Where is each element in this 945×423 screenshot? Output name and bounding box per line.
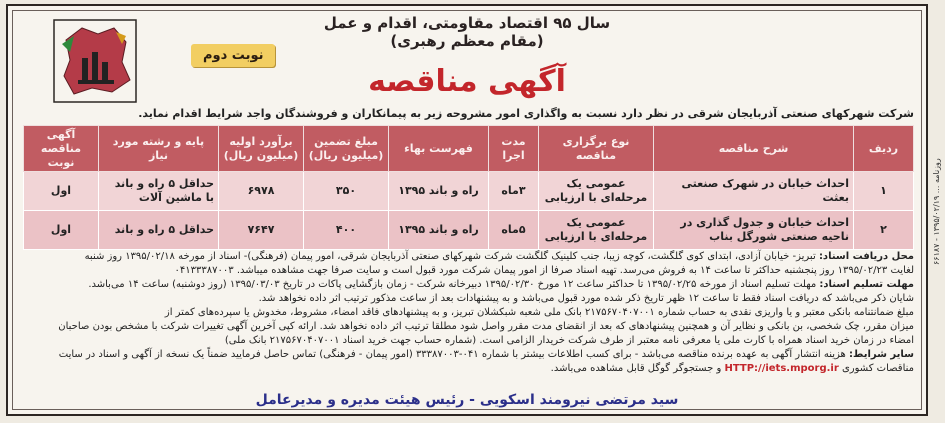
receipt-text: تبریز- خیابان آزادی، ابتدای کوی گلگشت، کوچه زیبا، جنب کلینیک گلگشت شرکت شهرکهای صنعتی آذربایجان شرقی، امور پیمان (فرهنگی)- اسناد از مورخه ۱۳۹۵/۰۲/۱۸ روز شنبه [84, 251, 816, 262]
cell-description: احداث خیابان و جدول گذاری در ناحیه صنعتی شورگل بناب [654, 211, 854, 250]
deadline-label: مهلت تسلیم اسناد: [819, 279, 914, 290]
cell-estimate: ۷۶۴۷ [219, 211, 304, 250]
cell-grade: حداقل ۵ راه و باند [99, 211, 219, 250]
note-line: امضاء در زمان خرید اسناد همراه با کارت ملی یا معرفی نامه معتبر از طرف شرکت خریدار الزامی است. (شماره حساب جهت خرید اسناد ۲۱۷۵۶۷۰۴۰۷۰۰۱ بانک ملی) [224, 335, 914, 346]
cell-duration: ۳ماه [489, 172, 539, 211]
tender-notice [6, 4, 928, 416]
header-estimate: برآورد اولیه (میلیون ریال) [219, 126, 304, 172]
website-link[interactable]: HTTP://iets.mporg.ir [724, 363, 839, 374]
other-conditions-text-3: و جستجوگر گوگل قابل مشاهده می‌باشد. [550, 363, 722, 374]
cell-guarantee: ۴۰۰ [304, 211, 389, 250]
cell-round: اول [24, 211, 99, 250]
table-row [24, 211, 914, 250]
header-round: آگهی مناقصه نوبت [24, 126, 99, 172]
cell-estimate: ۶۹۷۸ [219, 172, 304, 211]
header-duration: مدت اجرا [489, 126, 539, 172]
receipt-paragraph-2 [24, 264, 914, 278]
header-price-list: فهرست بهاء [389, 126, 489, 172]
cell-round: اول [24, 172, 99, 211]
header-tender-type: نوع برگزاری مناقصه [539, 126, 654, 172]
header-guarantee: مبلغ تضمین (میلیون ریال) [304, 126, 389, 172]
other-conditions-paragraph-2 [24, 362, 914, 376]
side-publication-note: روزنامه ... ۱۳۹۵/۰۲/۱۹ - ۶۶۱۸۷ [932, 158, 941, 266]
cell-tender-type: عمومی یک مرحله‌ای با ارزیابی [539, 211, 654, 250]
note-line: شایان ذکر می‌باشد که دریافت اسناد فقط تا ساعت ۱۲ ظهر تاریخ ذکر شده مورد قبول می‌باشد و به پیشنهادات بعد از ساعت مذکور ترتیب اثر داده نخواهد شد. [258, 293, 914, 304]
slogan: سال ۹۵ اقتصاد مقاومتی، اقدام و عمل (مقام معظم رهبری) [323, 14, 611, 50]
publication-badge: نوبت دوم [191, 44, 275, 67]
deadline-text: مهلت تسلیم اسناد از مورخه ۱۳۹۵/۰۲/۲۵ تا حداکثر ساعت ۱۲ مورخ ۱۳۹۵/۰۲/۳۰ دبیرخانه شرکت - زمان بازگشایی پاکات در تاریخ ۱۳۹۵/۰۳/۰۳ (روز دوشنبه) ساعت ۱۴ می‌باشد. [88, 279, 817, 290]
cell-description: احداث خیابان در شهرک صنعتی بعثت [654, 172, 854, 211]
other-conditions-text: هزینه انتشار آگهی به عهده برنده مناقصه می‌باشد - برای کسب اطلاعات بیشتر با شماره ۰۴۱-۳۳۳۸۷۰۰۳ (امور پیمان - فرهنگی) تماس حاصل فرمایید ضمناً یک نسخه از آگهی و اسناد در سایت [58, 349, 846, 360]
deadline-paragraph [24, 278, 914, 292]
other-conditions-label: سایر شرایط: [849, 349, 914, 360]
cell-duration: ۵ماه [489, 211, 539, 250]
cell-price-list: راه و باند ۱۳۹۵ [389, 172, 489, 211]
receipt-text-2: لغایت ۱۳۹۵/۰۲/۲۳ روز پنجشنبه حداکثر تا ساعت ۱۴ به فروش می‌رسد. تهیه اسناد صرفا از امور پیمان شرکت مورد قبول است و سایت صرفا جهت مشاهده میباشد. ۰۴۱۳۳۳۸۷۰۰۳ [174, 265, 914, 276]
signature: سید مرتضی نیرومند اسکویی - رئیس هیئت مدیره و مدیرعامل [255, 392, 679, 408]
other-conditions-paragraph [24, 348, 914, 362]
cell-price-list: راه و باند ۱۳۹۵ [389, 211, 489, 250]
other-conditions-text-2: مناقصات کشوری [841, 363, 914, 374]
cell-tender-type: عمومی یک مرحله‌ای با ارزیابی [539, 172, 654, 211]
intro-text: شرکت شهرکهای صنعتی آذربایجان شرقی در نظر دارد نسبت به واگذاری امور مشروحه زیر به پیمانکاران و فروشندگان واجد شرایط اقدام نماید. [138, 107, 914, 120]
header-row-number: ردیف [854, 126, 914, 172]
header-description: شرح مناقصه [654, 126, 854, 172]
cell-grade: حداقل ۵ راه و باند با ماشین آلات [99, 172, 219, 211]
cell-guarantee: ۳۵۰ [304, 172, 389, 211]
tender-table [23, 125, 914, 250]
notice-title: آگهی مناقصه [368, 64, 566, 99]
table-header-row [24, 126, 914, 172]
receipt-paragraph [24, 250, 914, 264]
cell-row-number: ۲ [854, 211, 914, 250]
cell-row-number: ۱ [854, 172, 914, 211]
header-grade: پایه و رشته مورد نیاز [99, 126, 219, 172]
receipt-label: محل دریافت اسناد: [818, 251, 914, 262]
note-line: میزان مقرر، چک شخصی، بن بانکی و نظایر آن و همچنین پیشنهادهای که بعد از انقضای مدت مقرر واصل شود مطلقا ترتیب اثر داده نخواهد شد. ارائه کپی آخرین آگهی تغییرات شرکت با مشخص بودن صاحبان [58, 321, 914, 332]
table-row [24, 172, 914, 211]
note-line: مبلغ ضمانتنامه بانکی معتبر و یا واریزی نقدی به حساب شماره ۲۱۷۵۶۷۰۴۰۷۰۰۱ بانک ملی شعبه شبکشلان تبریز، و به پیشنهادهای فاقد امضاء، مشروط، مخدوش یا سپرده‌های کمتر از [164, 307, 914, 318]
tender-details [24, 250, 914, 376]
